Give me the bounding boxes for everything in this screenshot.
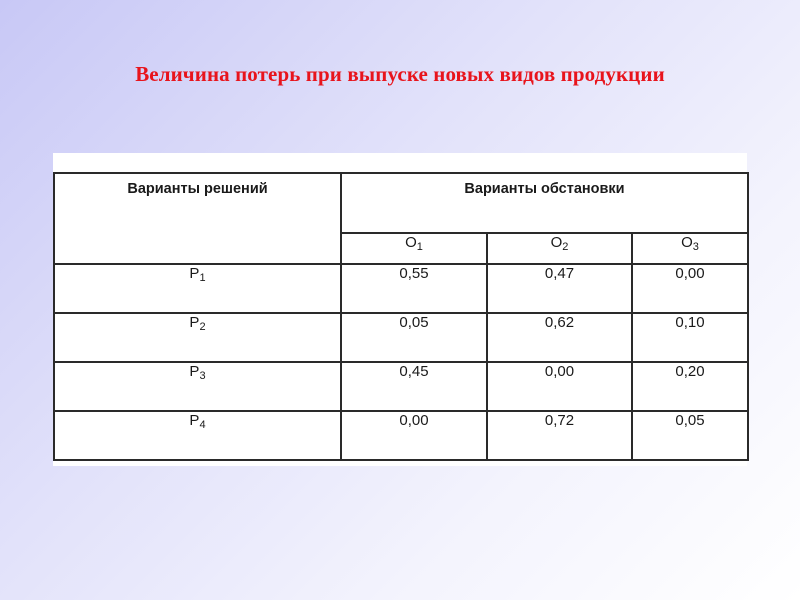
- table-row: [54, 264, 748, 313]
- decision-p1: $P_1$: [54, 264, 341, 313]
- value-cell: 0,00: [487, 362, 632, 411]
- value-cell: 0,55: [341, 264, 487, 313]
- value-cell: 0,47: [487, 264, 632, 313]
- decision-p3: $P_3$: [54, 362, 341, 411]
- slide-title: Величина потерь при выпуске новых видов продукции: [135, 62, 665, 86]
- value-cell: 0,00: [632, 264, 748, 313]
- decision-p4: $P_4$: [54, 411, 341, 460]
- value-cell: 0,72: [487, 411, 632, 460]
- header-situation-variants: Варианты обстановки: [341, 173, 748, 233]
- table-row: [54, 411, 748, 460]
- value-cell: 0,05: [341, 313, 487, 362]
- value-cell: 0,45: [341, 362, 487, 411]
- header-decision-variants: Варианты решений: [54, 173, 341, 264]
- value-cell: 0,62: [487, 313, 632, 362]
- table-header-row: [54, 173, 748, 233]
- situation-o2: $O_2$: [487, 233, 632, 264]
- value-cell: 0,20: [632, 362, 748, 411]
- table-row: [54, 313, 748, 362]
- loss-table: [53, 172, 749, 461]
- situation-o3: $O_3$: [632, 233, 748, 264]
- table-panel: [53, 153, 747, 466]
- decision-p2: $P_2$: [54, 313, 341, 362]
- value-cell: 0,00: [341, 411, 487, 460]
- table-row: [54, 362, 748, 411]
- value-cell: 0,05: [632, 411, 748, 460]
- value-cell: 0,10: [632, 313, 748, 362]
- situation-o1: $O_1$: [341, 233, 487, 264]
